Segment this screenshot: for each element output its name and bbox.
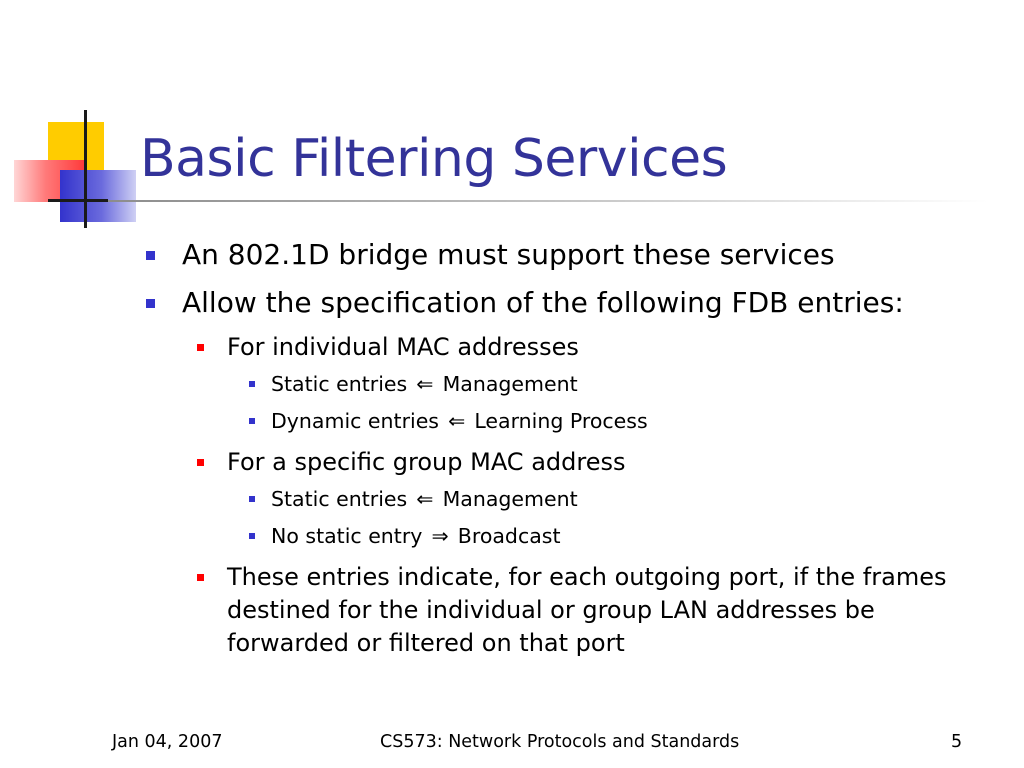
sub-bullet-square-icon [197,574,204,581]
entry-type: Dynamic entries [271,409,439,433]
footer-date: Jan 04, 2007 [112,732,223,752]
sub-sub-bullet-square-icon [249,533,255,539]
right-arrow-icon: ⇒ [431,524,449,548]
footer-course-title: CS573: Network Protocols and Standards [380,732,740,752]
sub-sub-bullet-item [271,406,648,436]
left-arrow-icon: ⇐ [416,372,434,396]
entry-source: Management [442,372,578,396]
sub-sub-bullet-square-icon [249,381,255,387]
slide-title: Basic Filtering Services [140,129,728,189]
sub-bullet-text-line: forwarded or filtered on that port [227,629,625,657]
sub-bullet-item [227,446,625,479]
bullet-item [182,286,904,320]
sub-sub-bullet-item [271,521,561,551]
left-arrow-icon: ⇐ [448,409,466,433]
entry-source: Learning Process [474,409,648,433]
bullet-square-icon [146,251,155,260]
sub-bullet-item [227,331,579,364]
sub-bullet-text: For individual MAC addresses [227,333,579,361]
bullet-square-icon [146,299,155,308]
entry-type: No static entry [271,524,423,548]
bullet-item [182,238,835,272]
entry-type: Static entries [271,372,408,396]
sub-sub-bullet-item [271,369,578,399]
entry-type: Static entries [271,487,408,511]
sub-sub-bullet-square-icon [249,496,255,502]
sub-bullet-square-icon [197,459,204,466]
sub-bullet-item [227,561,946,660]
sub-bullet-square-icon [197,344,204,351]
entry-source: Broadcast [457,524,561,548]
bullet-text: Allow the specification of the following FDB entries: [182,286,904,319]
bullet-text: An 802.1D bridge must support these services [182,238,835,271]
entry-source: Management [442,487,578,511]
sub-sub-bullet-square-icon [249,418,255,424]
sub-bullet-text-line: These entries indicate, for each outgoing port, if the frames [227,563,947,591]
left-arrow-icon: ⇐ [416,487,434,511]
sub-bullet-text-line: destined for the individual or group LAN addresses be [227,596,875,624]
footer-page-number: 5 [951,732,963,752]
sub-sub-bullet-item [271,484,578,514]
sub-bullet-text: For a specific group MAC address [227,448,626,476]
